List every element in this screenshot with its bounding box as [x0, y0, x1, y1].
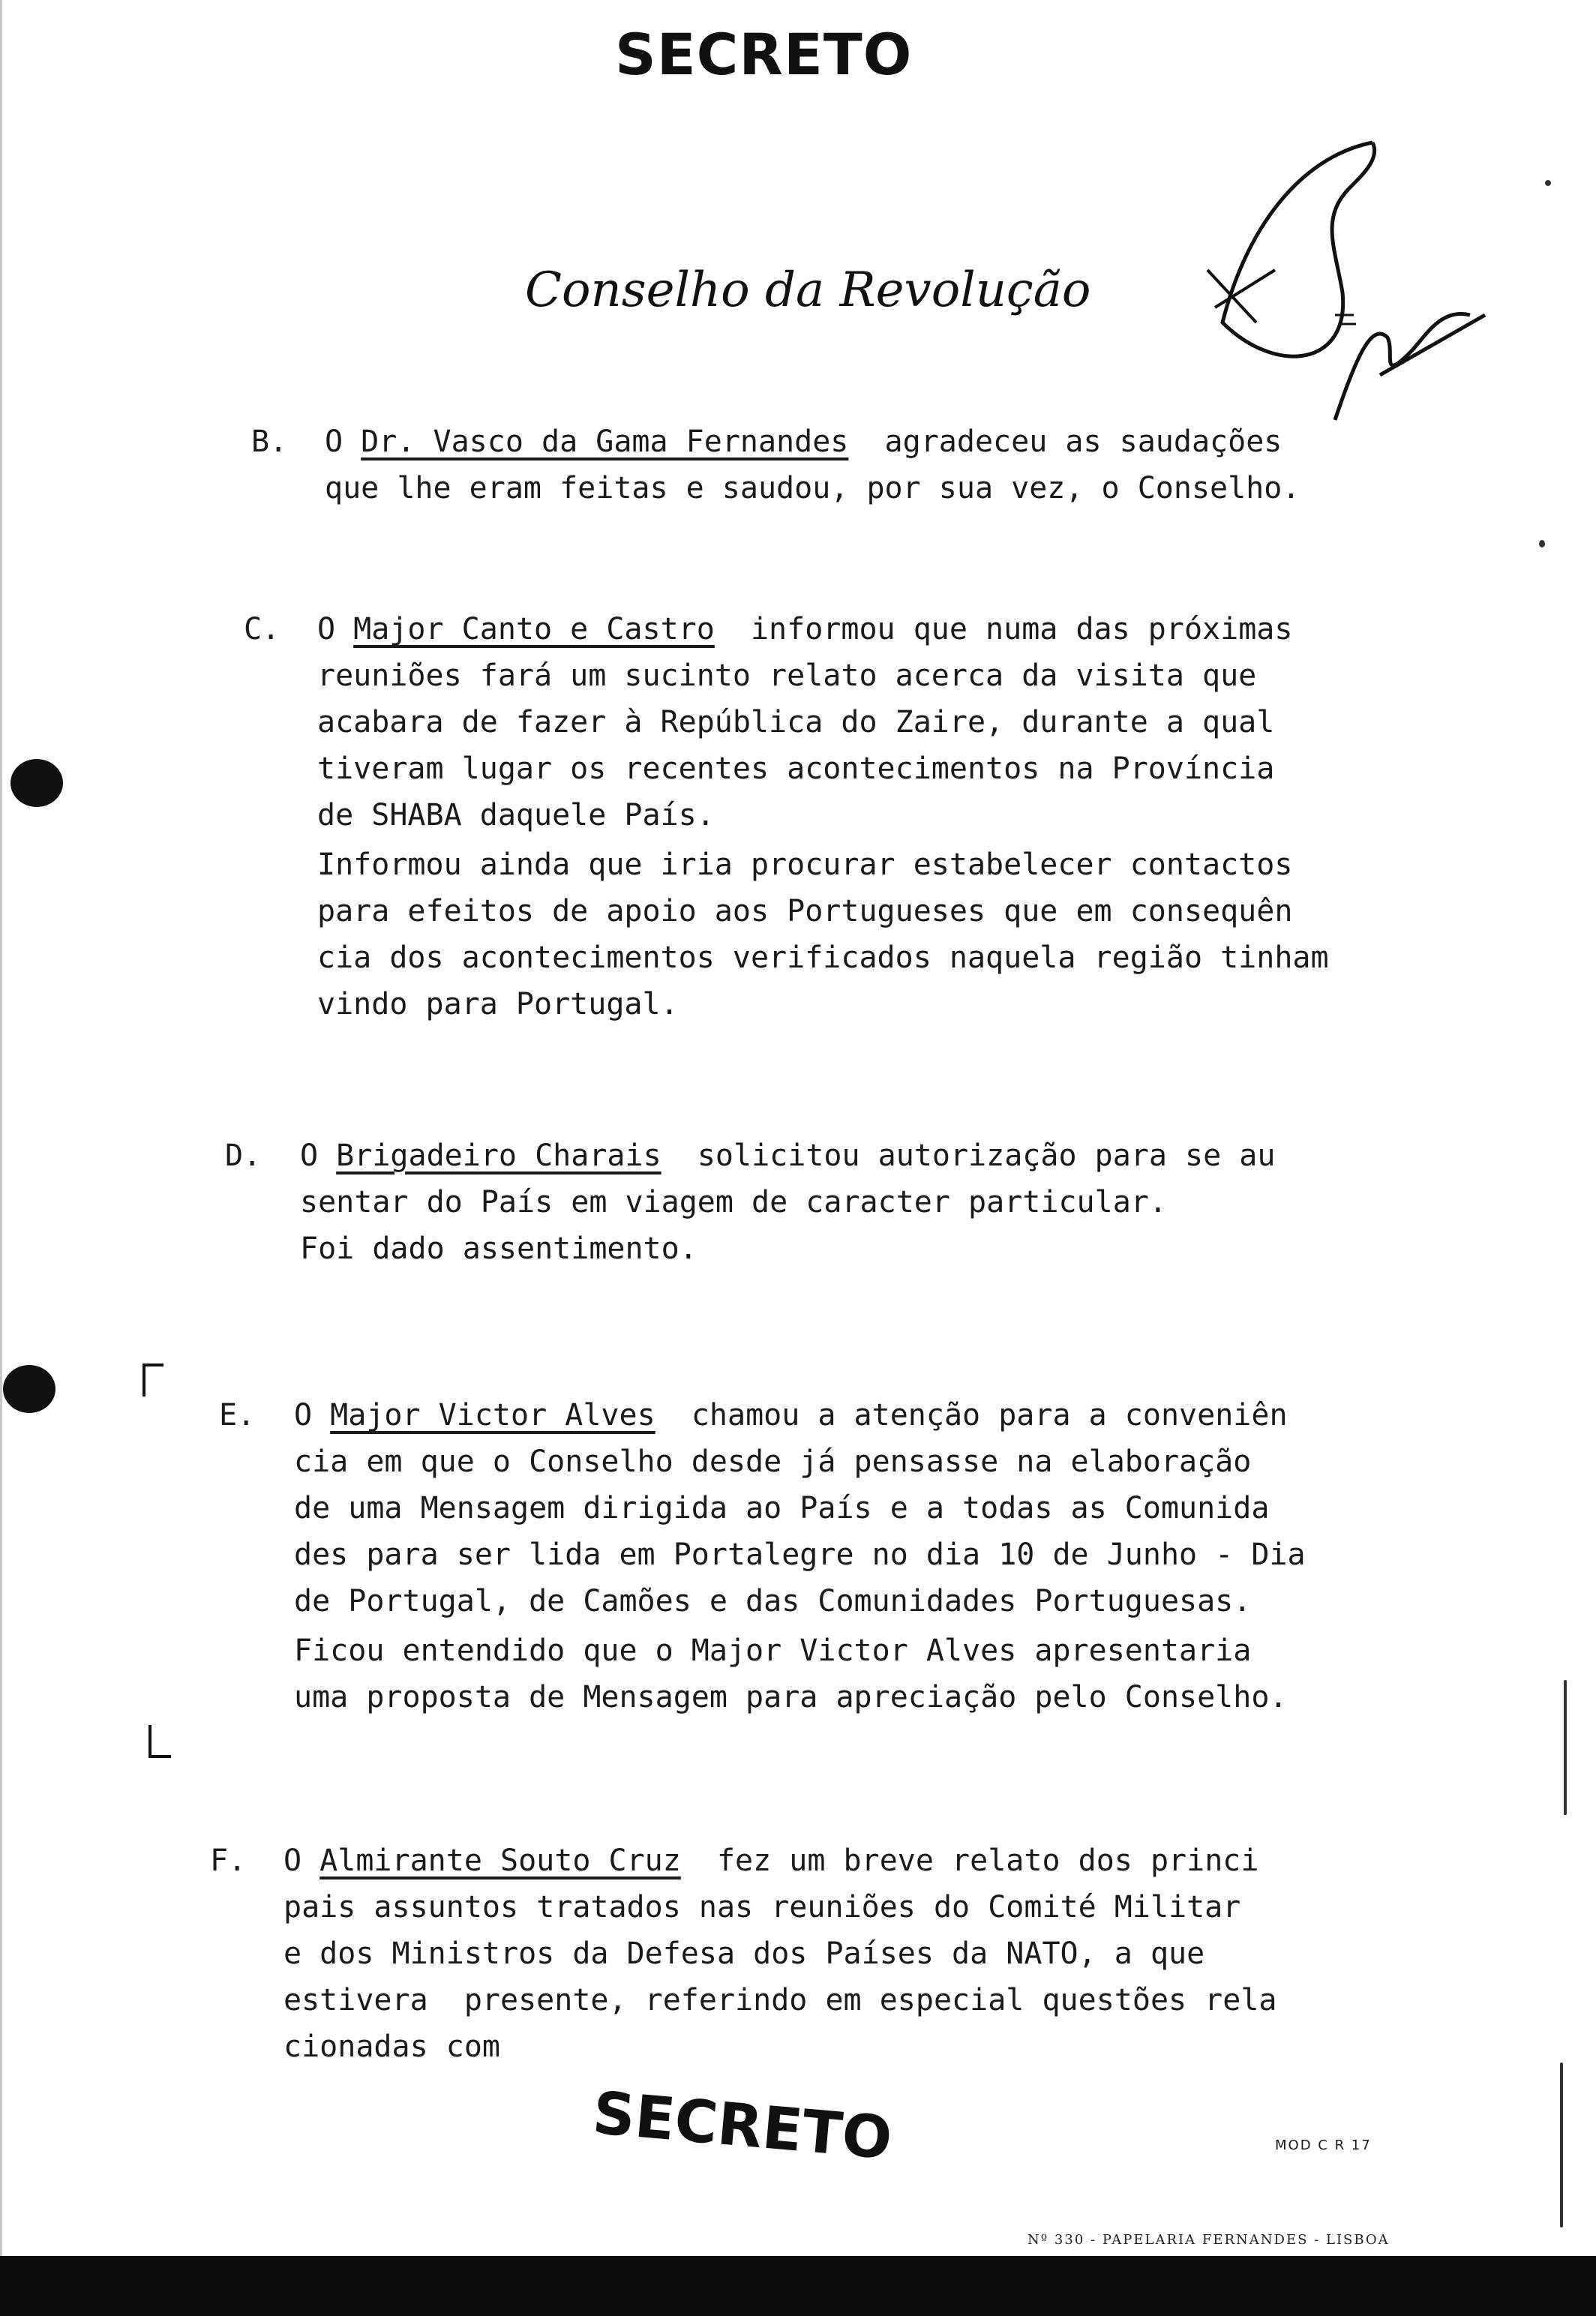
section-body	[294, 1392, 1569, 1720]
section-body	[284, 1838, 1558, 2070]
scan-edge-mark	[1564, 1680, 1567, 1815]
text-line: cionadas com	[284, 2030, 500, 2064]
text-line: de uma Mensagem dirigida ao País e a todas as Comunida	[294, 1491, 1270, 1526]
punch-hole-upper	[10, 759, 63, 807]
scan-border-bottom	[0, 2256, 1596, 2316]
section-body	[325, 418, 1596, 512]
text-line: para efeitos de apoio aos Portugueses que em consequên	[317, 894, 1293, 928]
classification-stamp-top: SECRETO	[615, 21, 913, 88]
text-line: estivera presente, referindo em especial questões rela	[284, 1983, 1277, 2018]
section-body	[317, 606, 1592, 1028]
text-line: cia em que o Conselho desde já pensasse na elaboração	[294, 1444, 1252, 1479]
text-line: sentar do País em viagem de caracter particular.	[300, 1185, 1167, 1220]
bracket-mark-bottom	[148, 1725, 171, 1758]
printer-imprint: Nº 330 - PAPELARIA FERNANDES - LISBOA	[1028, 2232, 1390, 2248]
section-body	[300, 1132, 1575, 1272]
scan-speck	[1545, 180, 1551, 186]
classification-stamp-bottom: SECRETO	[590, 2079, 895, 2174]
member-name: Dr. Vasco da Gama Fernandes	[361, 424, 849, 459]
text-line: O Major Canto e Castro informou que numa das próximas	[317, 612, 1293, 646]
text-line: des para ser lida em Portalegre no dia 10 de Junho - Dia	[294, 1538, 1306, 1572]
section-letter: B.	[251, 424, 288, 459]
section-letter: E.	[219, 1398, 256, 1432]
section-letter: D.	[225, 1138, 262, 1173]
text-line: cia dos acontecimentos verificados naquela região tinham	[317, 940, 1329, 975]
section-letter: F.	[210, 1844, 247, 1878]
scan-speck	[1539, 540, 1545, 548]
text-line: Informou ainda que iria procurar estabelecer contactos	[317, 848, 1293, 882]
letterhead: Conselho da Revolução	[525, 262, 1091, 318]
member-name: Major Victor Alves	[330, 1398, 656, 1432]
punch-hole-lower	[3, 1365, 56, 1413]
member-name: Major Canto e Castro	[353, 612, 715, 646]
bracket-mark-top	[142, 1364, 164, 1396]
text-line: O Almirante Souto Cruz fez um breve relato dos princi	[284, 1844, 1259, 1878]
text-line: O Major Victor Alves chamou a atenção para a conveniên	[294, 1398, 1288, 1432]
text-line: tiveram lugar os recentes acontecimentos na Província	[317, 752, 1275, 786]
member-name: Almirante Souto Cruz	[320, 1844, 681, 1878]
form-code: MOD C R 17	[1275, 2138, 1372, 2153]
text-line: O Brigadeiro Charais solicitou autorização para se au	[300, 1138, 1276, 1173]
initials-signature	[1185, 128, 1500, 442]
text-line: O Dr. Vasco da Gama Fernandes agradeceu as saudações	[325, 424, 1282, 459]
text-line: pais assuntos tratados nas reuniões do Comité Militar	[284, 1890, 1241, 1924]
text-line: de SHABA daquele País.	[317, 798, 715, 832]
text-line: uma proposta de Mensagem para apreciação pelo Conselho.	[294, 1680, 1288, 1714]
text-line: Ficou entendido que o Major Victor Alves apresentaria	[294, 1634, 1252, 1668]
text-line: de Portugal, de Camões e das Comunidades Portuguesas.	[294, 1584, 1252, 1618]
section-letter: C.	[244, 612, 280, 646]
member-name: Brigadeiro Charais	[336, 1138, 662, 1173]
text-line: que lhe eram feitas e saudou, por sua vez, o Conselho.	[325, 471, 1300, 506]
scan-edge-mark	[1560, 2062, 1563, 2228]
left-edge-line	[0, 0, 2, 2256]
text-line: e dos Ministros da Defesa dos Países da NATO, a que	[284, 1936, 1205, 1971]
text-line: Foi dado assentimento.	[300, 1232, 698, 1266]
text-line: acabara de fazer à República do Zaire, durante a qual	[317, 705, 1275, 740]
text-line: reuniões fará um sucinto relato acerca da visita que	[317, 658, 1257, 693]
text-line: vindo para Portugal.	[317, 987, 679, 1022]
